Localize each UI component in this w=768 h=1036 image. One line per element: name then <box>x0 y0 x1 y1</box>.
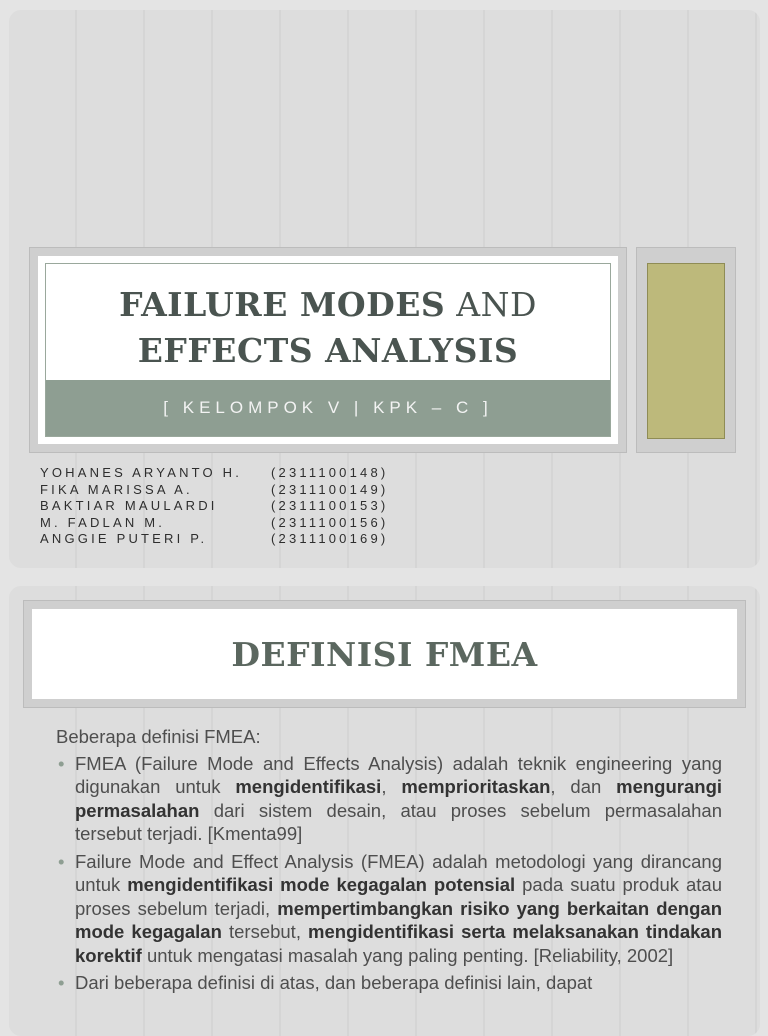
title-bold-part-1: FAILURE MODES <box>119 285 446 324</box>
definition-bullet <box>56 752 722 846</box>
definition-title: DEFINISI FMEA <box>231 634 538 674</box>
title-regular-part: AND <box>456 285 537 324</box>
member-nim: (2311100153) <box>271 498 389 514</box>
bullet-emphasis: mempertimbangkan risiko yang berkaitan dengan mode kegagalan <box>75 897 722 942</box>
member-row <box>40 498 388 515</box>
bullet-emphasis: memprioritaskan <box>401 776 551 797</box>
bullet-text: , dan <box>550 776 617 797</box>
bullet-text: FMEA (Failure Mode and Effects Analysis) adalah teknik engineering yang digunakan untuk <box>75 752 722 797</box>
member-name: ANGGIE PUTERI P. <box>40 531 208 547</box>
member-name: YOHANES ARYANTO H. <box>40 465 243 480</box>
title-inner <box>38 256 618 444</box>
bullet-icon: • <box>58 972 65 993</box>
title-frame <box>29 247 627 453</box>
bullet-emphasis: mengidentifikasi mode kegagalan potensial <box>127 874 516 895</box>
definition-bullet <box>56 971 722 995</box>
member-name: BAKTIAR MAULARDI <box>40 498 218 514</box>
bullet-emphasis: mengidentifikasi <box>235 776 382 797</box>
bullet-text: tersebut, <box>221 921 309 942</box>
bullet-text: untuk mengatasi masalah yang paling penting. [Reliability, 2002] <box>141 944 674 966</box>
title-box <box>45 263 611 437</box>
member-row <box>40 465 388 482</box>
definition-title-frame <box>23 600 746 708</box>
definition-title-inner <box>32 609 737 699</box>
bullet-emphasis: mengurangi permasalahan <box>75 776 723 821</box>
definition-intro: Beberapa definisi FMEA: <box>56 726 261 747</box>
accent-frame <box>636 247 736 453</box>
member-nim: (2311100148) <box>271 465 389 480</box>
title-bold-part-2: EFFECTS ANALYSIS <box>137 331 519 370</box>
bullet-icon: • <box>58 850 65 872</box>
member-nim: (2311100156) <box>271 514 389 530</box>
title-slide <box>9 10 760 568</box>
definition-body <box>56 725 722 999</box>
accent-swatch <box>647 263 725 439</box>
definition-slide <box>9 586 760 1036</box>
member-row <box>40 482 388 499</box>
member-nim: (2311100149) <box>271 481 389 497</box>
member-list <box>40 465 388 548</box>
main-title <box>46 282 610 374</box>
bullet-text: pada suatu produk atau proses sebelum terjadi, <box>75 874 723 919</box>
member-row <box>40 531 388 548</box>
bullet-text: dari sistem desain, atau proses sebelum permasalahan tersebut terjadi. [Kmenta99] <box>75 799 722 844</box>
bullet-icon: • <box>58 752 65 774</box>
subtitle-band <box>46 380 610 436</box>
member-row <box>40 515 388 532</box>
bullet-emphasis: mengidentifikasi serta melaksanakan tindakan korektif <box>75 921 723 966</box>
member-nim: (2311100169) <box>271 531 389 547</box>
subtitle: [ KELOMPOK V | KPK – C ] <box>163 398 493 417</box>
definition-bullet <box>56 850 722 968</box>
bullet-text: Dari beberapa definisi di atas, dan beberapa definisi lain, dapat <box>75 972 593 993</box>
bullet-text: , <box>381 776 402 797</box>
member-name: M. FADLAN M. <box>40 514 166 530</box>
bullet-text: Failure Mode and Effect Analysis (FMEA) adalah metodologi yang dirancang untuk <box>75 850 722 895</box>
member-name: FIKA MARISSA A. <box>40 481 193 497</box>
